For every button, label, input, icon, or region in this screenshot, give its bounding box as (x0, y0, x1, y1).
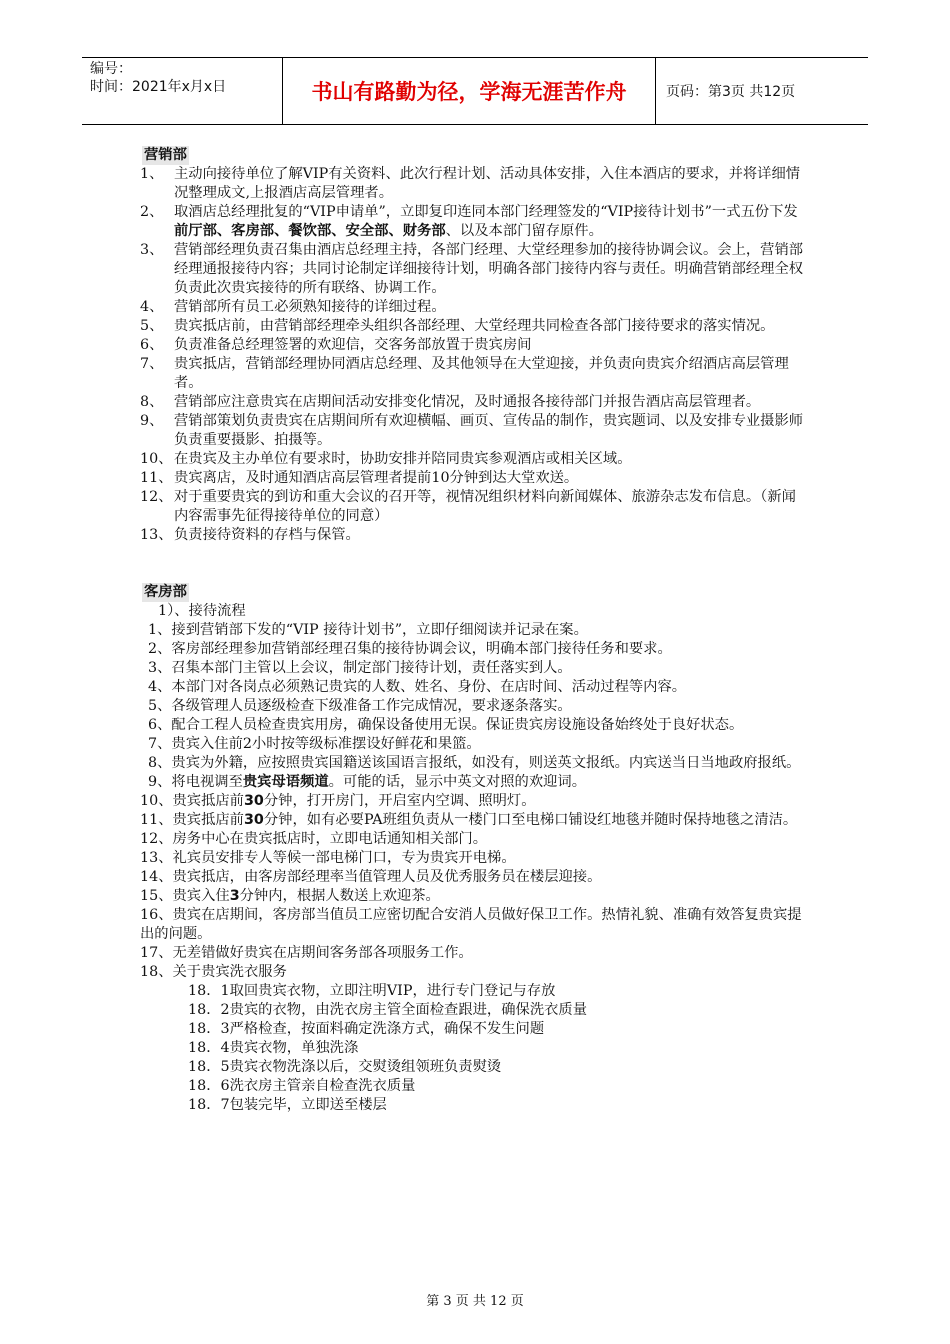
item-text: 主动向接待单位了解VIP有关资料、此次行程计划、活动具体安排，入住本酒店的要求，并将详细情况整理成文,上报酒店高层管理者。 (174, 166, 801, 201)
item-number: 12、 (140, 489, 173, 505)
header-meta (82, 58, 282, 124)
list-item (140, 469, 810, 488)
item-text: 在贵宾及主办单位有要求时，协助安排并陪同贵宾参观酒店或相关区域。 (174, 451, 632, 467)
time-label: 时间：2021年x月x日 (90, 79, 227, 95)
item-number: 1、 (140, 166, 164, 182)
list-item (140, 811, 810, 830)
sales-list (140, 165, 810, 545)
item-text-part: 分钟内，根据人数送上欢迎茶。 (239, 888, 440, 904)
list-item: 1、接到营销部下发的“VIP 接待计划书”，立即仔细阅读并记录在案。 (148, 622, 588, 638)
list-item: 3、召集本部门主管以上会议，制定部门接待计划，责任落实到人。 (148, 660, 572, 676)
item-number: 8、 (140, 394, 164, 410)
list-item: 14、贵宾抵店，由客房部经理率当值管理人员及优秀服务员在楼层迎接。 (140, 869, 602, 885)
section-title-sales: 营销部 (144, 147, 187, 163)
item-text: 营销部应注意贵宾在店期间活动安排变化情况，及时通报各接待部门并报告酒店高层管理者。 (174, 394, 761, 410)
page-header (82, 57, 868, 125)
list-item (140, 773, 810, 792)
list-item: 13、礼宾员安排专人等候一部电梯门口，专为贵宾开电梯。 (140, 850, 516, 866)
item-text: 负责准备总经理签署的欢迎信，交客务部放置于贵宾房间 (174, 337, 532, 353)
list-item (140, 165, 810, 203)
item-text: 贵宾抵店前，由营销部经理牵头组织各部经理、大堂经理共同检查各部门接待要求的落实情况。 (174, 318, 775, 334)
page-code: 页码：第3页 共12页 (666, 84, 796, 100)
list-item: 7、贵宾入住前2小时按等级标准摆设好鲜花和果篮。 (148, 736, 481, 752)
list-item (140, 412, 810, 450)
item-number: 4、 (140, 299, 164, 315)
list-item: 16、贵宾在店期间，客房部当值员工应密切配合安消人员做好保卫工作。热情礼貌、准确有效答复贵宾提出的问题。 (140, 907, 802, 942)
item-text-part: 、以及本部门留存原件。 (445, 223, 603, 239)
item-text: 贵宾抵店，营销部经理协同酒店总经理、及其他领导在大堂迎接，并负责向贵宾介绍酒店高层管理者。 (174, 356, 789, 391)
item-text-part: 取酒店总经理批复的“VIP申请单”，立即复印连同本部门经理签发的“VIP接待计划书”一式五份下发 (174, 204, 798, 220)
item-number: 6、 (140, 337, 164, 353)
list-item: 5、各级管理人员逐级检查下级准备工作完成情况，要求逐条落实。 (148, 698, 572, 714)
item-text-part: 分钟，打开房门，开启室内空调、照明灯。 (263, 793, 536, 809)
item-text-part: 10、贵宾抵店前 (140, 793, 244, 809)
item-number: 3、 (140, 242, 164, 258)
item-text-part: 。可能的话，显示中英文对照的欢迎词。 (328, 774, 587, 790)
item-number: 10、 (140, 451, 173, 467)
item-text-bold: 30 (243, 793, 264, 809)
list-item: 17、无差错做好贵宾在店期间客务部各项服务工作。 (140, 945, 473, 961)
list-item (140, 488, 810, 526)
list-item: 2、客房部经理参加营销部经理召集的接待协调会议，明确本部门接待任务和要求。 (148, 641, 672, 657)
item-text: 营销部策划负责贵宾在店期间所有欢迎横幅、画页、宣传品的制作，贵宾题词、以及安排专业摄影师负责重要摄影、拍摄等。 (174, 413, 804, 448)
item-text: 贵宾离店，及时通知酒店高层管理者提前10分钟到达大堂欢送。 (174, 470, 579, 486)
item-text-bold: 贵宾母语频道 (242, 774, 329, 790)
list-item: 4、本部门对各岗点必须熟记贵宾的人数、姓名、身份、在店时间、活动过程等内容。 (148, 679, 687, 695)
item-number: 9、 (140, 413, 164, 429)
document-body (140, 146, 810, 1115)
list-item (140, 792, 810, 811)
laundry-item: 18．2贵宾的衣物，由洗衣房主管全面检查跟进，确保洗衣质量 (188, 1002, 588, 1018)
page-footer: 第 3 页 共 12 页 (426, 1294, 524, 1309)
item-text-bold: 3 (229, 888, 240, 904)
list-item (140, 526, 810, 545)
item-text: 营销部所有员工必须熟知接待的详细过程。 (174, 299, 446, 315)
list-item (140, 450, 810, 469)
list-item (140, 298, 810, 317)
laundry-item: 18．3严格检查，按面料确定洗涤方式，确保不发生问题 (188, 1021, 545, 1037)
list-item (140, 336, 810, 355)
list-item: 6、配合工程人员检查贵宾用房，确保设备使用无误。保证贵宾房设施设备始终处于良好状态。 (148, 717, 744, 733)
list-item (140, 355, 810, 393)
laundry-item: 18．1取回贵宾衣物，立即注明VIP，进行专门登记与存放 (188, 983, 556, 999)
housekeeping-subtitle: 1）、接待流程 (158, 603, 246, 619)
list-item (140, 241, 810, 298)
item-text (174, 203, 810, 241)
list-item: 12、房务中心在贵宾抵店时，立即电话通知相关部门。 (140, 831, 488, 847)
laundry-item: 18．7包装完毕，立即送至楼层 (188, 1097, 387, 1113)
item-number: 13、 (140, 527, 173, 543)
laundry-item: 18．4贵宾衣物，单独洗涤 (188, 1040, 359, 1056)
section-title-housekeeping: 客房部 (144, 584, 187, 600)
number-label: 编号： (90, 61, 132, 77)
laundry-item: 18．6洗衣房主管亲自检查洗衣质量 (188, 1078, 416, 1094)
item-text-part: 9、将电视调至 (148, 774, 243, 790)
item-number: 2、 (140, 204, 164, 220)
item-number: 5、 (140, 318, 164, 334)
item-text-bold: 30 (243, 812, 264, 828)
list-item (140, 203, 810, 241)
item-text-bold: 前厅部、客房部、餐饮部、安全部、财务部 (174, 223, 446, 239)
list-item (140, 317, 810, 336)
item-text-part: 11、贵宾抵店前 (140, 812, 244, 828)
item-text-part: 分钟，如有必要PA班组负责从一楼门口至电梯口铺设红地毯并随时保持地毯之清洁。 (263, 812, 798, 828)
list-item (140, 393, 810, 412)
laundry-list (140, 982, 810, 1115)
item-number: 11、 (140, 470, 173, 486)
motto: 书山有路勤为径，学海无涯苦作舟 (282, 58, 656, 124)
laundry-item: 18．5贵宾衣物洗涤以后，交熨烫组领班负责熨烫 (188, 1059, 502, 1075)
housekeeping-list (140, 621, 810, 982)
item-number: 7、 (140, 356, 164, 372)
item-text: 负责接待资料的存档与保管。 (174, 527, 360, 543)
list-item: 18、关于贵宾洗衣服务 (140, 964, 287, 980)
list-item: 8、贵宾为外籍，应按照贵宾国籍送该国语言报纸，如没有，则送英文报纸。内宾送当日当地政府报纸。 (148, 755, 801, 771)
item-text-part: 15、贵宾入住 (140, 888, 230, 904)
list-item (140, 887, 810, 906)
item-text: 对于重要贵宾的到访和重大会议的召开等，视情况组织材料向新闻媒体、旅游杂志发布信息。（新闻内容需事先征得接待单位的同意） (174, 489, 796, 524)
item-text: 营销部经理负责召集由酒店总经理主持，各部门经理、大堂经理参加的接待协调会议。会上，营销部经理通报接待内容；共同讨论制定详细接待计划，明确各部门接待内容与责任。明确营销部经理全权负责此次贵宾接待的所有联络、协调工作。 (174, 242, 804, 296)
